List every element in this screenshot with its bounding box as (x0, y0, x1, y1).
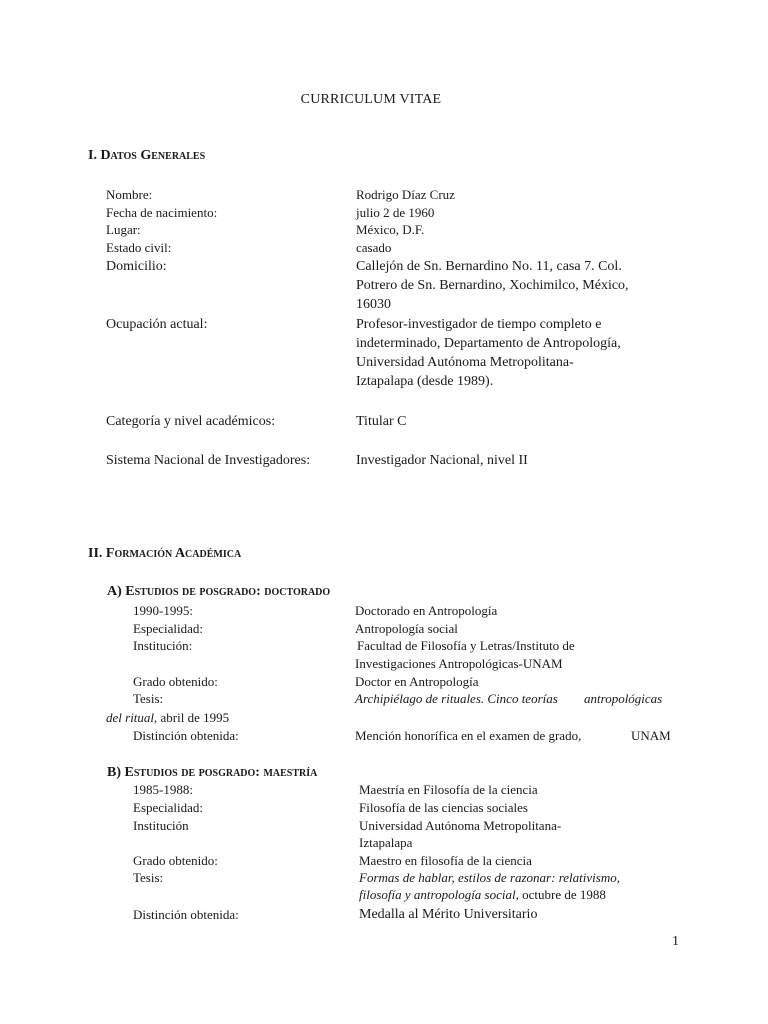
field-label: 1990-1995: (133, 603, 193, 618)
field-value-line: Universidad Autónoma Metropolitana- (356, 355, 574, 370)
field-label: Especialidad: (133, 800, 204, 815)
field-label: Especialidad: (133, 621, 204, 636)
field-label: Institución: (133, 638, 193, 653)
field-value: Doctorado en Antropología (355, 603, 498, 618)
field-label: Tesis: (133, 870, 164, 885)
field-value: julio 2 de 1960 (356, 205, 435, 220)
field-value: Mención honorífica en el examen de grado, (355, 728, 582, 743)
field-label: Tesis: (133, 691, 164, 706)
field-value-line (359, 886, 606, 904)
field-value: Medalla al Mérito Universitario (359, 907, 538, 922)
thesis-title-part: filosofía y antropología social (359, 887, 516, 902)
field-value: Antropología social (355, 621, 458, 636)
field-label: Sistema Nacional de Investigadores: (106, 453, 311, 468)
field-value-line: indeterminado, Departamento de Antropología, (356, 336, 621, 351)
field-value: México, D.F. (356, 222, 425, 237)
section-heading-datos-generales: I. Datos Generales (88, 148, 206, 163)
field-value: Maestro en filosofía de la ciencia (359, 853, 532, 868)
field-label: Ocupación actual: (106, 317, 208, 332)
page-number: 1 (672, 934, 679, 949)
field-label: Domicilio: (106, 259, 167, 274)
field-value: Maestría en Filosofía de la ciencia (359, 782, 538, 797)
field-value: Investigador Nacional, nivel II (356, 453, 528, 468)
field-value-line (106, 709, 229, 727)
field-value-title: antropológicas (584, 691, 663, 706)
field-value-line: 16030 (356, 297, 391, 312)
field-label: Nombre: (106, 187, 153, 202)
field-value-line: Potrero de Sn. Bernardino, Xochimilco, México, (356, 278, 629, 293)
field-value: Filosofía de las ciencias sociales (359, 800, 528, 815)
field-label: Grado obtenido: (133, 674, 218, 689)
field-value: casado (356, 240, 392, 255)
thesis-title-part: del ritual (106, 710, 155, 725)
field-label: 1985-1988: (133, 782, 193, 797)
field-label: Grado obtenido: (133, 853, 218, 868)
subsection-heading-maestria: B) Estudios de posgrado: maestría (107, 765, 318, 780)
field-label: Distinción obtenida: (133, 728, 239, 743)
field-value-line: Iztapalapa (359, 835, 413, 850)
field-label: Institución (133, 818, 189, 833)
field-value-title: Archipiélago de rituales. Cinco teorías (355, 691, 558, 706)
field-value: UNAM (631, 728, 671, 743)
field-label: Categoría y nivel académicos: (106, 414, 276, 429)
section-heading-formacion-academica: II. Formación Académica (88, 546, 242, 561)
field-value: Doctor en Antropología (355, 674, 479, 689)
field-value-line: Facultad de Filosofía y Letras/Instituto de (357, 638, 575, 653)
field-value-line: Investigaciones Antropológicas-UNAM (355, 656, 563, 671)
field-value-line: Iztapalapa (desde 1989). (356, 374, 494, 389)
field-value: Rodrigo Díaz Cruz (356, 187, 455, 202)
field-value: Titular C (356, 414, 407, 429)
field-value-title: Formas de hablar, estilos de razonar: relativismo, (359, 870, 620, 885)
field-label: Estado civil: (106, 240, 172, 255)
field-label: Fecha de nacimiento: (106, 205, 218, 220)
field-value-line: Universidad Autónoma Metropolitana- (359, 818, 562, 833)
document-title: CURRICULUM VITAE (300, 92, 442, 107)
field-label: Distinción obtenida: (133, 907, 239, 922)
thesis-date: , octubre de 1988 (515, 887, 606, 902)
field-label: Lugar: (106, 222, 141, 237)
thesis-date: , abril de 1995 (154, 710, 230, 725)
field-value-line: Profesor-investigador de tiempo completo e (356, 317, 602, 332)
subsection-heading-doctorado: A) Estudios de posgrado: doctorado (107, 584, 331, 599)
field-value-line: Callejón de Sn. Bernardino No. 11, casa 7. Col. (356, 259, 622, 274)
